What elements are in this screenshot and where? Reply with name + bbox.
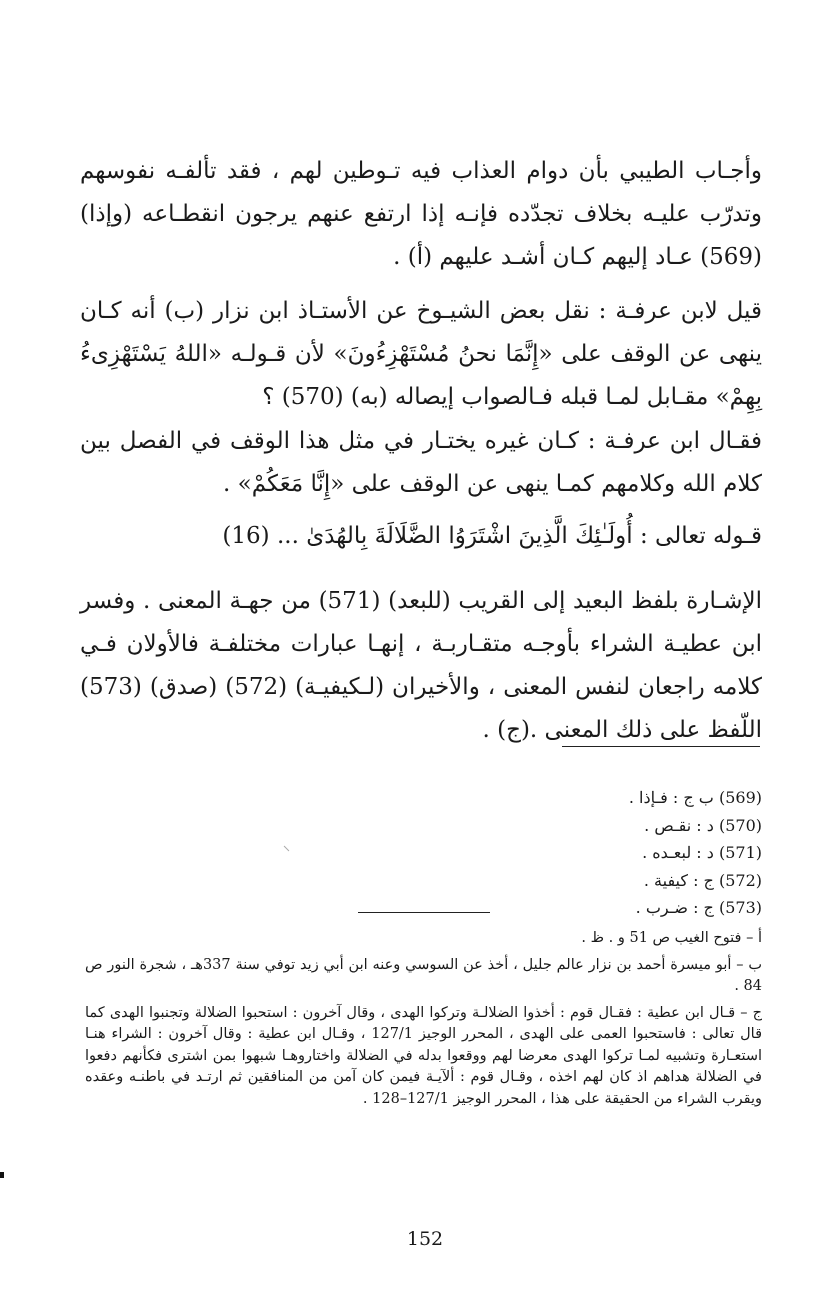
scan-artifact	[284, 846, 290, 852]
paragraph-2: قيل لابن عرفـة : نقل بعض الشيـوخ عن الأستـاذ ابن نزار (ب) أنه كـان ينهى عن الوقف على «إِنَّمَا نحنُ مُسْتَهْزِءُونَ» لأن قـولـه «اللهُ يَسْتَهْزِىءُ بِهِمْ» مقـابل لمـا قبله فـالصواب إيصاله (به) (570) ؟	[80, 298, 762, 410]
scan-mark	[0, 1172, 4, 1178]
variant-item: (570) د : نقـص .	[644, 815, 762, 835]
variant-item: (569) ب ج : فـإذا .	[628, 788, 762, 807]
note-item: ج – قـال ابن عطية : فقـال قوم : أخذوا الضلالـة وتركوا الهدى ، وقال آخرون : استحبوا الضلالة وتجنبوا الهدى كما قال تعالى : فاستحبوا العمى على الهدى ، المحرر الوجيز 127/1 ، وقـال ابن عطية : وقال آخرون : الشراء هنـا استعـارة وتشبيه لمـا تركوا الهدى معرضا لهم ووقعوا بدله في الضلالة واختاروهـا شبهوا بمن اشترى فكأنهم دفعوا في الضلالة هداهم اذ كان لهم اخذه ، وقـال قوم : ألآيـة فيمن كان آمن من المنافقين ثم ارتـد في باطنـه وعقده ويقرب الشراء من الحقيقة على هذا ، المحرر الوجيز 127/1–128 .	[85, 1004, 762, 1107]
paragraph-5: الإشـارة بلفظ البعيد إلى القريب (للبعد) (571) من جهـة المعنى . وفسر ابن عطيـة الشراء بأوجـه متقـاربـة ، إنهـا عبارات مختلفـة فالأولان فـي كلامه راجعان لنفس المعنى ، والأخيران (لـكيفيـة) (572) (صدق) (573) اللّفظ على ذلك المعنى .(ج) .	[80, 588, 763, 743]
variant-item: (572) ج : كيفية .	[643, 870, 762, 890]
notes-divider	[358, 912, 490, 913]
editor-notes	[85, 928, 762, 1115]
variant-item: (571) د : لبعـده .	[642, 843, 762, 862]
note-item: أ – فتوح الغيب ص 51 و . ظ .	[581, 930, 762, 946]
paragraph-3: فقـال ابن عرفـة : كـان غيره يختـار في مثل هذا الوقف في الفصل بين كلام الله وكلامهم كمـا ينهى عن الوقف على «إِنَّا مَعَكُمْ» .	[80, 428, 762, 497]
variant-item: (573) ج : ضـرب .	[635, 898, 762, 917]
footnote-divider	[562, 746, 760, 747]
variant-readings-list	[480, 784, 762, 922]
verse-heading: قـوله تعالى : أُولَـٰئِكَ الَّذِينَ اشْتَرَوُا الضَّلَالَةَ بِالهُدَىٰ ... (16)	[222, 523, 762, 549]
page-number: 152	[406, 1228, 444, 1250]
note-item: ب – أبو ميسرة أحمد بن نزار عالم جليل ، أخذ عن السوسي وعنه ابن أبي زيد توفي سنة 337هـ ، شجرة النور ص 84 .	[85, 956, 763, 994]
paragraph-1: وأجـاب الطيبي بأن دوام العذاب فيه تـوطين لهم ، فقد تألفـه نفوسهم وتدرّب عليـه بخلاف تجدّده فإنـه إذا ارتفع عنهم يرجون انقطـاعه (وإذا) (569) عـاد إليهم كـان أشـد عليهم (أ) .	[80, 158, 762, 270]
